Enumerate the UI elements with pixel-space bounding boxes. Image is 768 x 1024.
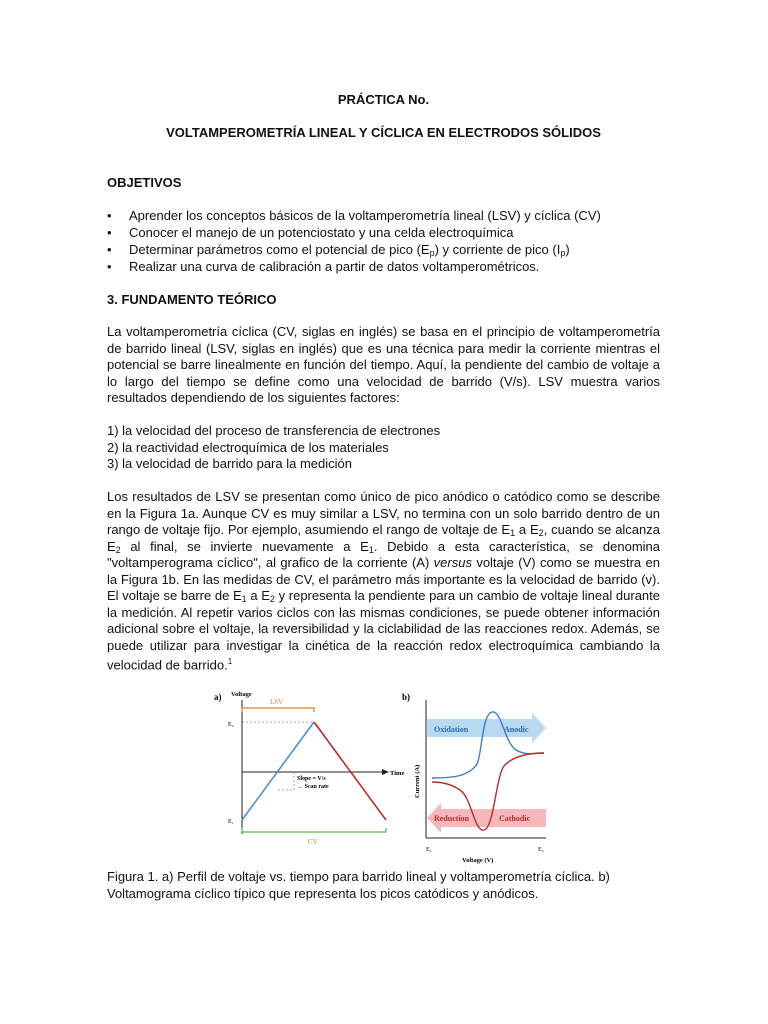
text-emphasis: versus (433, 555, 472, 570)
cv-bracket (242, 828, 386, 832)
objective-text: ) (565, 242, 570, 257)
e1-label: E₁ (426, 847, 432, 853)
subscript: p (429, 248, 435, 258)
objectives-heading: OBJETIVOS (107, 175, 182, 190)
subscript: p (560, 248, 566, 258)
lsv-label: LSV (270, 698, 284, 706)
footnote-ref: 1 (227, 657, 233, 666)
subscript: 2 (269, 594, 275, 604)
practice-title: PRÁCTICA No. (337, 92, 430, 107)
section-heading: 3. FUNDAMENTO TEÓRICO (107, 292, 277, 307)
text-run: a E (246, 588, 270, 603)
objective-item: • Realizar una curva de calibración a partir de datos voltamperométricos. (107, 259, 660, 276)
cv-label: CV (308, 838, 318, 846)
text-run: al final, se invierte nuevamente a E (120, 538, 369, 554)
objectives-list (107, 208, 660, 276)
figure-caption: Figura 1. a) Perfil de voltaje vs. tiempo para barrido lineal y voltamperometría cíclica. b) Voltamograma cíclico típico que representa los picos catódicos y anódicos. (107, 869, 610, 901)
cathodic-label: Cathodic (499, 814, 531, 823)
panel-a (214, 691, 404, 846)
y-axis-label: Current (A) (414, 764, 421, 798)
panel-b-label: b) (402, 692, 411, 702)
reduction-label: Reduction (434, 814, 470, 823)
anodic-label: Anodic (504, 725, 529, 734)
slope-guide (278, 772, 294, 790)
text-run: , cuando se alcanza E (107, 522, 661, 554)
text-run: voltaje (V) como se muestra en la Figura 1b. En las medidas de CV, el parámetro más importante es la velocidad de barrido (v). El voltaje se barre de E (107, 555, 660, 603)
x-axis-label: Time (390, 770, 405, 777)
objective-item: • Aprender los conceptos básicos de la voltamperometría lineal (LSV) y cíclica (CV) (107, 208, 660, 225)
factor-item: 1) la velocidad del proceso de transferencia de electrones (107, 423, 441, 438)
y-axis-label: Voltage (231, 691, 252, 698)
figure-svg (214, 686, 554, 864)
factor-item: 2) la reactividad electroquímica de los materiales (107, 439, 389, 455)
paragraph-results (107, 489, 660, 674)
objective-item (107, 242, 660, 259)
figure-1 (214, 686, 554, 864)
x-axis-arrow (382, 769, 389, 775)
scan-rate-label: → Scan rate (297, 784, 329, 790)
forward-scan-line (242, 722, 314, 820)
subscript: 1 (241, 594, 247, 604)
paragraph-text: La voltamperometría cíclica (CV, siglas en inglés) se basa en el principio de voltamperometría de barrido lineal (LSV, siglas en inglés) que es una técnica para medir la corriente mientras el potencial se barre linealmente en función del tiempo. Aquí, la pendiente del cambio de voltaje a lo largo del tiempo se define como una velocidad de barrido (V/s). LSV muestra varios resultados dependiendo de los siguientes factores: (107, 324, 660, 405)
e2-label: E₂ (538, 847, 544, 853)
paragraph-intro (107, 324, 660, 407)
text-run: . Debido a esta característica, se denomina "voltamperograma cíclico", al grafico de la corriente (A) (107, 538, 660, 570)
oxidation-label: Oxidation (434, 725, 469, 734)
reverse-scan-line (314, 722, 386, 820)
paragraph-text (107, 489, 660, 674)
factor-item: 3) la velocidad de barrido para la medición (107, 456, 352, 471)
document-title: VOLTAMPEROMETRÍA LINEAL Y CÍCLICA EN ELECTRODOS SÓLIDOS (166, 125, 601, 140)
subscript: 1 (510, 528, 516, 538)
lsv-bracket (242, 708, 314, 712)
e2-label: E₂ (228, 722, 234, 728)
objective-item: • Conocer el manejo de un potenciostato y una celda electroquímica (107, 225, 660, 242)
panel-a-label: a) (214, 692, 222, 702)
subscript: 2 (115, 544, 121, 555)
objective-text: ) y corriente de pico (I (434, 242, 561, 257)
text-run: Los resultados de LSV se presentan como único de pico anódico o catódico como se describe en la Figura 1a. Aunque CV es muy similar a LSV, no termina con un solo barrido dentro de un rango de voltaje fijo. Por ejemplo, asumiendo el rango de voltaje de E (107, 489, 660, 537)
objective-text: Determinar parámetros como el potencial de pico (E (129, 242, 430, 257)
subscript: 1 (368, 544, 374, 555)
panel-b (402, 692, 546, 864)
slope-label: Slope = V/s (297, 776, 326, 782)
text-run: y representa la pendiente para un cambio de voltaje lineal durante la medición. Al repetir varios ciclos con las mismas condiciones, se puede obtener información adicional sobre el voltaje, la reversibilidad y la ciclabilidad de las reacciones redox. Además, se puede utilizar para investigar la cinética de la reacción redox electroquímica cambiando la velocidad de barrido. (107, 588, 660, 673)
e1-label: E₁ (228, 819, 234, 825)
subscript: 2 (538, 528, 544, 538)
x-axis-label: Voltage (V) (462, 857, 494, 864)
factors-list (107, 423, 660, 473)
text-run: a E (515, 522, 539, 537)
